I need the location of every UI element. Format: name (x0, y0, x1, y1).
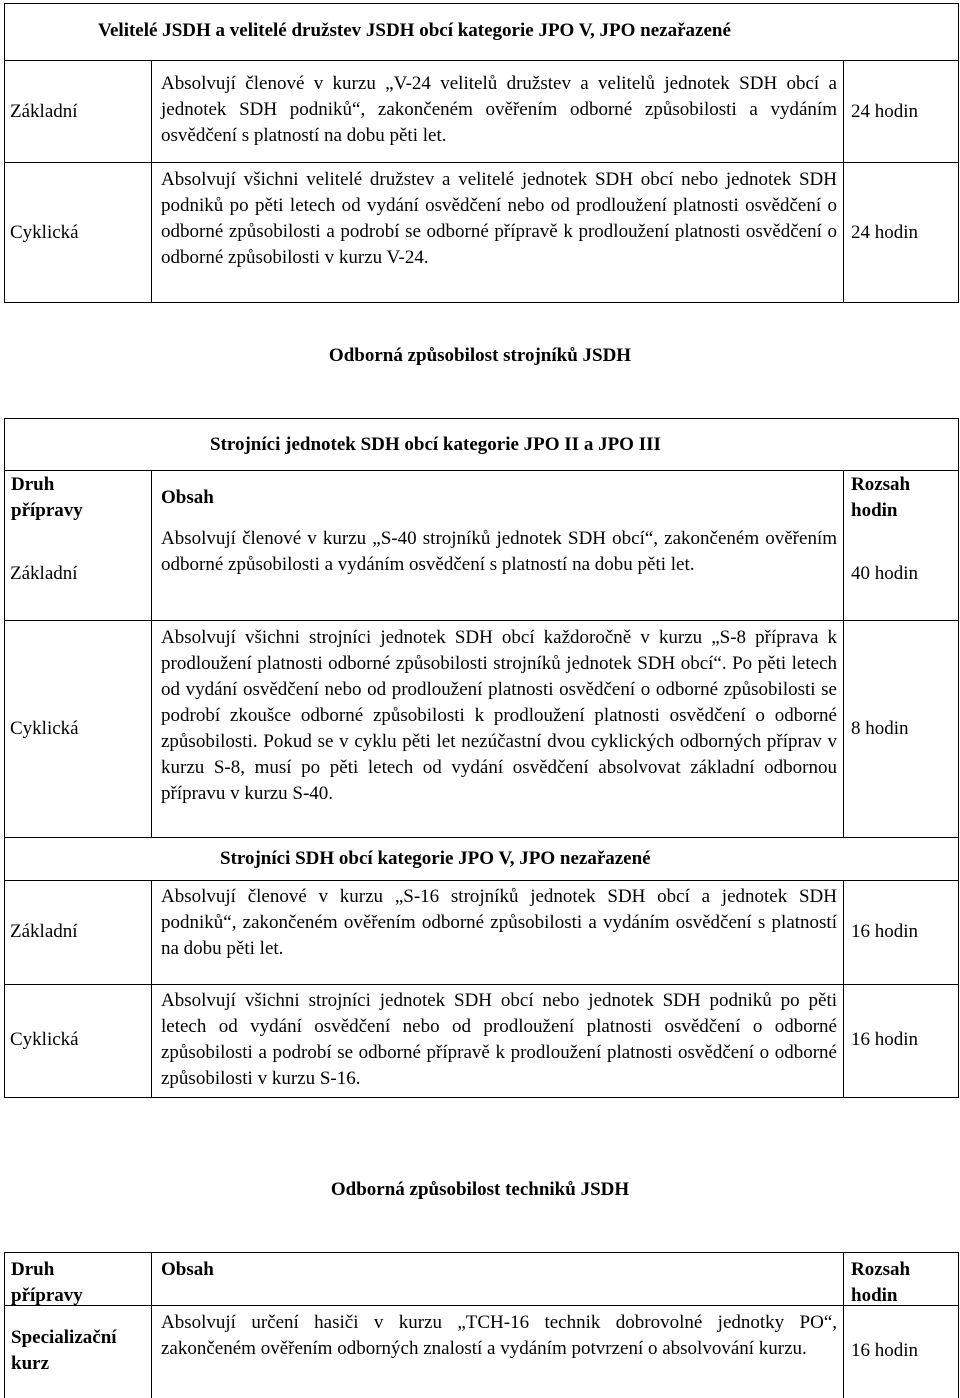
table2-row-divider (4, 470, 959, 471)
table3-col-divider (843, 1252, 844, 1398)
table2-row4-type: Cyklická (10, 1029, 79, 1050)
table2-row2-content: Absolvují všichni strojníci jednotek SDH obcí každoročně v kurzu „S-8 příprava k prodloužení platnosti odborné způsobilosti strojníků jednotek SDH obcí“. Po pěti letech od vydání osvědčení nebo od prodloužení platnosti osvědčení o odborné způsobilosti se podrobí zkoušce odborné způsobilosti k prodloužení platnosti osvědčení o odborné způsobilosti. Pokud se v cyklu pěti let nezúčastní dvou cyklických odborných příprav v kurzu S-8, musí po pěti letech od vydání osvědčení absolvovat základní odbornou přípravu v kurzu S-40. (161, 627, 837, 804)
table1-row1-type: Základní (10, 101, 78, 122)
table2-border-top (4, 418, 959, 419)
table2-border-left (4, 418, 5, 1098)
table2-row4-hours: 16 hodin (851, 1029, 919, 1050)
table3-border-left (4, 1252, 5, 1398)
table2-row2-hours: 8 hodin (851, 718, 909, 739)
table2-row3-hours: 16 hodin (851, 921, 919, 942)
table2-border-bottom (4, 1097, 959, 1098)
table2-row3-content: Absolvují členové v kurzu „S-16 strojníků jednotek SDH obcí a jednotek SDH podniků“, zakončeném ověřením odborné způsobilosti a vydáním osvědčení s platností na dobu pěti let. (161, 886, 837, 959)
table3-row1-content: Absolvují určení hasiči v kurzu „TCH-16 technik dobrovolné jednotky PO“, zakončeném ověřením odborných znalostí a vydáním potvrzení o absolvování kurzu. (161, 1312, 837, 1359)
table1-row1-content: Absolvují členové v kurzu „V-24 velitelů družstev a velitelů jednotek SDH obcí a jednotek SDH podniků“, zakončeném ověřením odborné způsobilosti a vydáním osvědčení s platností na dobu pěti let. (161, 73, 837, 146)
table1-row2-content: Absolvují všichni velitelé družstev a velitelé jednotek SDH obcí nebo jednotek SDH podniků po pěti letech od vydání osvědčení nebo od prodloužení platnosti osvědčení o odborné způsobilosti a podrobí se odborné přípravě k prodloužení platnosti osvědčení o odborné způsobilosti v kurzu V-24. (161, 169, 837, 268)
table2-row-divider (4, 984, 959, 985)
table2-border-right (958, 418, 959, 1098)
table2-col-divider (151, 470, 152, 838)
table2-row1-hours: 40 hodin (851, 563, 919, 584)
table1-row2-type: Cyklická (10, 222, 79, 243)
table1-border-top (4, 3, 959, 4)
table3-row1-type: Specializační kurz (11, 1327, 117, 1374)
table1-border-left (4, 3, 5, 303)
table3-header-hours: Rozsah hodin (851, 1259, 911, 1306)
table2-header-type: Druh přípravy (11, 474, 83, 521)
table2-col-divider (843, 470, 844, 838)
table3-row1-hours: 16 hodin (851, 1340, 919, 1361)
table1-col-divider (151, 60, 152, 303)
table1-row1-hours: 24 hodin (851, 101, 919, 122)
table3-col-divider (151, 1252, 152, 1398)
table1-border-bottom (4, 302, 959, 303)
table2-row-divider (4, 837, 959, 838)
table1-col-divider (843, 60, 844, 303)
table2-row1-type: Základní (10, 563, 78, 584)
table1-row-divider (4, 60, 959, 61)
table2-row-divider (4, 880, 959, 881)
table1-border-right (958, 3, 959, 303)
section-heading-technici: Odborná způsobilost techniků JSDH (330, 1179, 630, 1200)
table2-col-divider (151, 880, 152, 1098)
table1-title: Velitelé JSDH a velitelé družstev JSDH obcí kategorie JPO V, JPO nezařazené (98, 20, 731, 41)
table2-row4-content: Absolvují všichni strojníci jednotek SDH obcí nebo jednotek SDH podniků po pěti letech od vydání osvědčení nebo od prodloužení platnosti osvědčení o odborné způsobilosti a podrobí se odborné přípravě k prodloužení platnosti osvědčení o odborné způsobilosti v kurzu S-16. (161, 990, 837, 1089)
table3-header-type: Druh přípravy (11, 1259, 83, 1306)
table2-col-divider (843, 880, 844, 1098)
table2-row2-type: Cyklická (10, 718, 79, 739)
table3-row-divider (4, 1305, 959, 1306)
section-heading-strojnici: Odborná způsobilost strojníků JSDH (328, 345, 632, 366)
table2-subtitle-1: Strojníci jednotek SDH obcí kategorie JPO II a JPO III (210, 434, 661, 455)
table3-border-top (4, 1252, 959, 1253)
table2-header-content: Obsah (161, 487, 214, 508)
table3-header-content: Obsah (161, 1259, 214, 1280)
table2-row-divider (4, 620, 959, 621)
table1-row-divider (4, 162, 959, 163)
table1-row2-hours: 24 hodin (851, 222, 919, 243)
table3-border-right (958, 1252, 959, 1398)
table2-row1-content: Absolvují členové v kurzu „S-40 strojníků jednotek SDH obcí“, zakončeném ověřením odborné způsobilosti a vydáním osvědčení s platností na dobu pěti let. (161, 528, 837, 575)
table2-subtitle-2: Strojníci SDH obcí kategorie JPO V, JPO nezařazené (220, 848, 651, 869)
table2-row3-type: Základní (10, 921, 78, 942)
table2-header-hours: Rozsah hodin (851, 474, 911, 521)
